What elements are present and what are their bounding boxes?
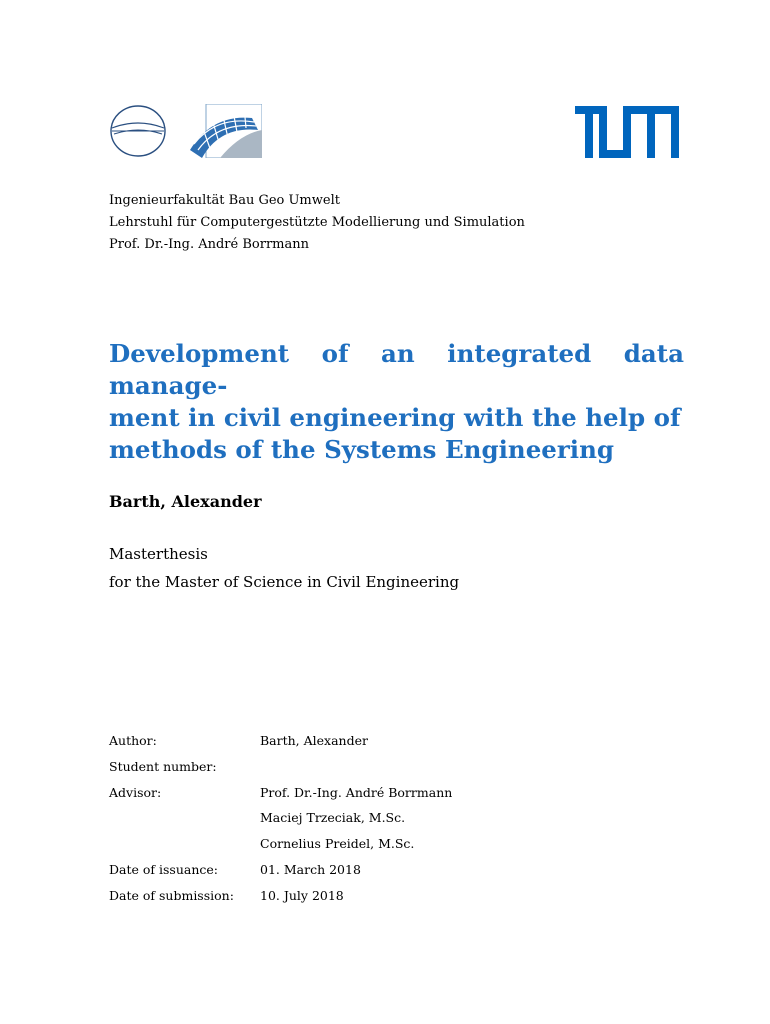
- author-label: Author:: [109, 733, 157, 748]
- professor-name: Prof. Dr.-Ing. André Borrmann: [109, 237, 309, 252]
- thesis-title: [109, 338, 684, 466]
- author-heading: Barth, Alexander: [109, 492, 262, 511]
- author-value: Barth, Alexander: [260, 733, 368, 748]
- advisor-value: Cornelius Preidel, M.Sc.: [260, 836, 415, 852]
- tum-logo: [575, 106, 679, 158]
- title-line: Development of an integrated data manage-: [109, 339, 684, 400]
- title-line: methods of the Systems Engineering: [109, 435, 615, 464]
- thesis-type-block: [109, 540, 459, 596]
- advisor-value: Maciej Trzeciak, M.Sc.: [260, 810, 406, 826]
- thesis-program: for the Master of Science in Civil Engineering: [109, 573, 460, 591]
- thesis-type: Masterthesis: [109, 545, 208, 563]
- submission-value: 10. July 2018: [260, 887, 344, 903]
- advisor-label: Advisor:: [109, 784, 162, 800]
- faculty-name: Ingenieurfakultät Bau Geo Umwelt: [109, 193, 340, 208]
- title-line: ment in civil engineering with the help of: [109, 403, 681, 432]
- advisor-value: Prof. Dr.-Ing. André Borrmann: [260, 784, 453, 800]
- institution-block: [109, 190, 525, 256]
- chair-name: Lehrstuhl für Computergestützte Modellierung und Simulation: [109, 215, 525, 230]
- issuance-label: Date of issuance:: [109, 861, 218, 877]
- submission-label: Date of submission:: [109, 887, 234, 903]
- bridge-logo-icon: [190, 104, 262, 158]
- issuance-value: 01. March 2018: [260, 861, 361, 877]
- university-seal-icon: [108, 104, 168, 158]
- student-number-label: Student number:: [109, 758, 217, 774]
